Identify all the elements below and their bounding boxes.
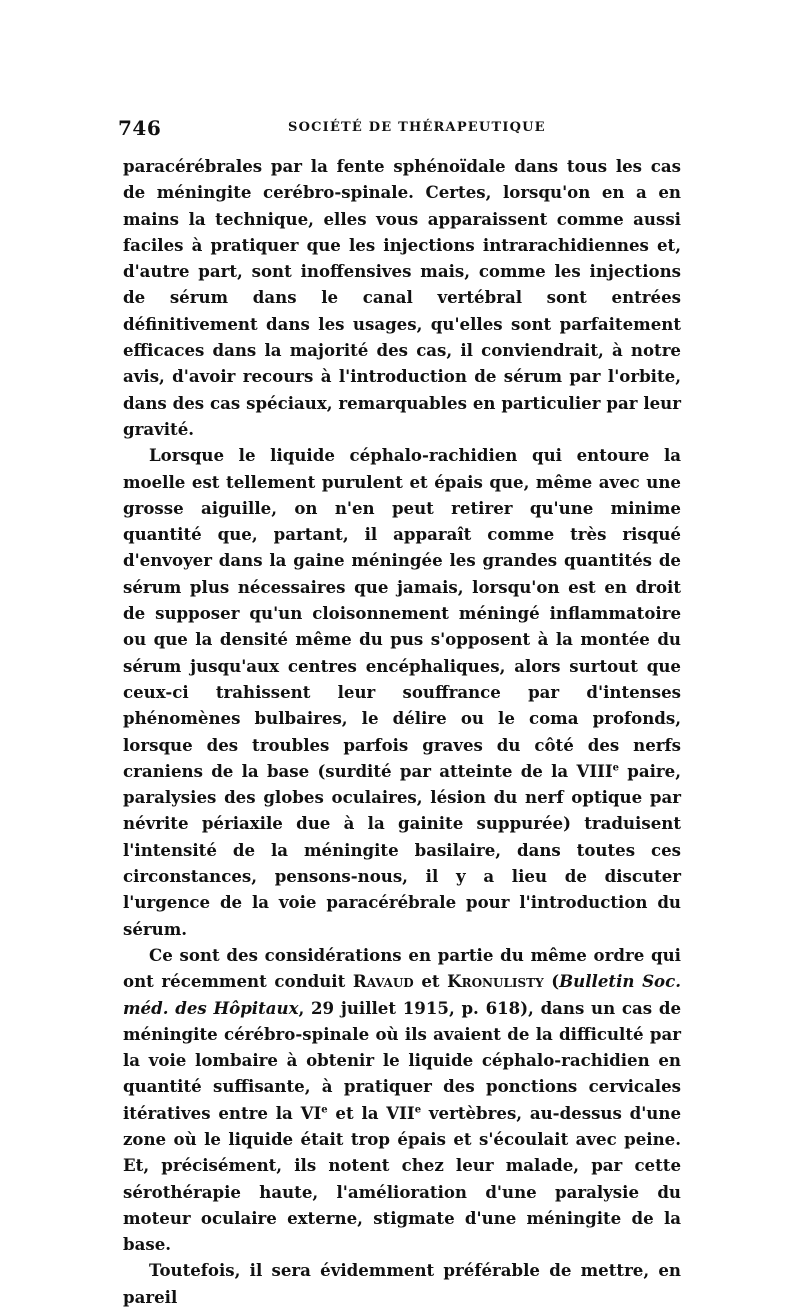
body-text [123, 153, 681, 1310]
superscript: e [321, 1104, 328, 1116]
page-header [118, 116, 682, 146]
paragraph [123, 1257, 681, 1310]
paragraph-text: Toutefois, il sera évidemment préférable de mettre, en pareil [123, 1260, 681, 1307]
page-number: 746 [118, 116, 162, 140]
paragraph-text: Lorsque le liquide céphalo-rachidien qui entoure la moelle est tellement purulent et épais que, même avec une grosse aiguille, on n'en peut retirer qu'une minime quantité que, partant, il apparaît comme très risqué d'envoyer dans la gaine méningée les grandes quantités de sérum plus nécessaires que jamais, lorsqu'on est en droit de supposer qu'un cloisonnement méningé inflammatoire ou que la densité même du pus s'opposent à la montée du sérum jusqu'aux centres encéphaliques, alors surtout que ceux-ci trahissent leur souffrance par d'intenses phénomènes bulbaires, le délire ou le coma profonds, lorsque des troubles parfois graves du côté des nerfs craniens de la base (surdité par atteinte de la VIII [123, 445, 681, 781]
paragraph [123, 942, 681, 1258]
running-head: SOCIÉTÉ DE THÉRAPEUTIQUE [288, 120, 546, 135]
author-name: Ravaud [352, 971, 414, 992]
paragraph-text: et la VII [327, 1102, 415, 1123]
paragraph [123, 442, 681, 942]
paragraph-text: paire, paralysies des globes oculaires, lésion du nerf optique par névrite périaxile due à la gainite suppurée) traduisent l'intensité de la méningite basilaire, dans toutes ces circonstances, pensons-nous, il y a lieu de discuter l'urgence de la voie paracérébrale pour l'introduction du sérum. [123, 760, 681, 939]
superscript: e [612, 762, 619, 774]
paragraph-text: paracérébrales par la fente sphénoïdale dans tous les cas de méningite cerébro-spinale. Certes, lorsqu'on en a en mains la technique, elles vous apparaissent comme aussi faciles à pratiquer que les injections intrarachidiennes et, d'autre part, sont inoffensives mais, comme les injections de sérum dans le canal vertébral sont entrées définitivement dans les usages, qu'elles sont parfaitement efficaces dans la majorité des cas, il conviendrait, à notre avis, d'avoir recours à l'introduction de sérum par l'orbite, dans des cas spéciaux, remarquables en particulier par leur gravité. [123, 156, 681, 439]
paragraph-text: Ce sont des considérations en partie du même ordre qui ont récemment conduit [123, 944, 681, 992]
paragraph-text: ( [543, 971, 560, 992]
paragraph-text: vertèbres, au-dessus d'une zone où le liquide était trop épais et s'écoulait avec peine. Et, précisément, ils notent chez leur malade, par cette sérothérapie haute, l'amélioration d'une paralysie du moteur oculaire externe, stigmate d'une méningite de la base. [123, 1102, 681, 1255]
author-name: Kronulisty [447, 971, 544, 992]
journal-title: Bulletin Soc. méd. des Hôpitaux [123, 971, 681, 1018]
superscript: e [414, 1104, 422, 1116]
paragraph [123, 153, 681, 442]
paragraph-text: , 29 juillet 1915, p. 618), dans un cas de méningite cérébro-spinale où ils avaient de la difficulté par la voie lombaire à obtenir le liquide céphalo-rachidien en quantité suffisante, à pratiquer des ponctions cervicales itératives entre la VI [123, 997, 682, 1123]
paragraph-text: et [413, 971, 448, 992]
